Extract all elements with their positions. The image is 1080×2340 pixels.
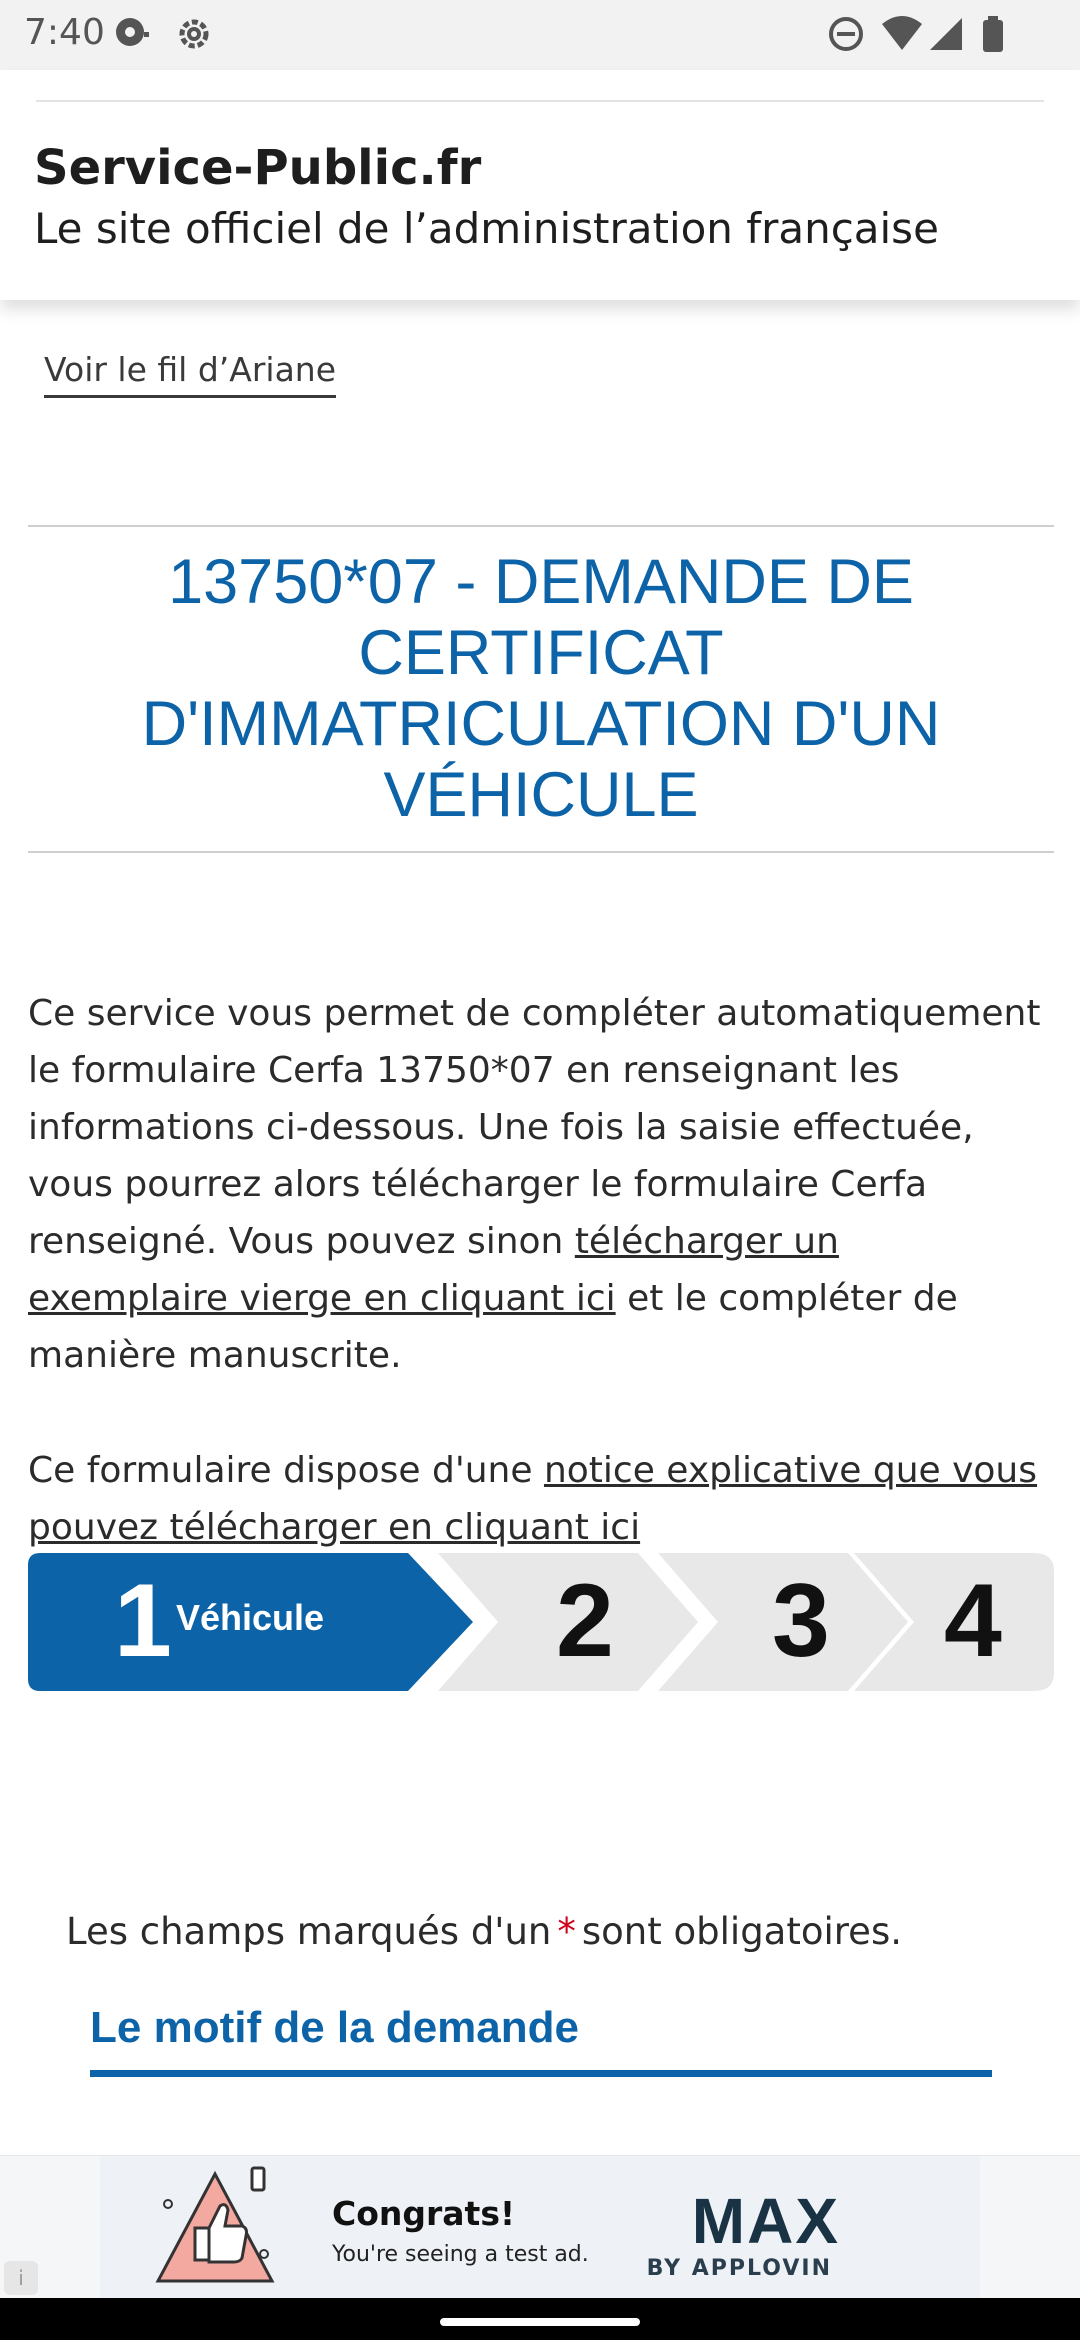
- step-1-label: Véhicule: [176, 1597, 325, 1638]
- required-note-text: Les champs marqués d'un: [66, 1910, 552, 1953]
- required-fields-note: [66, 1910, 902, 1953]
- notice-download-link[interactable]: notice explicative que vous pouvez télécharger en cliquant ici: [28, 1450, 1038, 1548]
- settings-icon: [174, 14, 214, 54]
- ad-headline: Congrats!: [332, 2194, 516, 2233]
- status-bar: [0, 0, 1080, 70]
- section-heading-text: Le motif de la demande: [90, 2003, 579, 2052]
- ad-info-icon[interactable]: i: [4, 2261, 38, 2295]
- site-header: [0, 70, 1080, 300]
- header-divider: [36, 100, 1044, 102]
- intro-text: Ce service vous permet de compléter automatiquement le formulaire Cerfa 13750*07 en renseignant les informations ci-dessous. Une fois la saisie effectuée, vous pourrez alors télécharger le formulaire Cerfa renseigné. Vous pouvez sinon: [28, 993, 1041, 1262]
- required-star: *: [557, 1910, 576, 1953]
- status-time: 7:40: [24, 12, 105, 53]
- home-gesture-handle[interactable]: [440, 2318, 640, 2326]
- notice-text: Ce formulaire dispose d'une: [28, 1450, 544, 1491]
- message-icon: [112, 14, 152, 54]
- battery-icon: [978, 14, 1018, 54]
- section-heading: [90, 2003, 992, 2077]
- ad-brand-sub: BY APPLOVIN: [646, 2256, 832, 2281]
- ad-subline: You're seeing a test ad.: [332, 2242, 589, 2267]
- form-stepper: [28, 1553, 1054, 1691]
- blank-form-download-link[interactable]: télécharger un exemplaire vierge en cliquant ici: [28, 1221, 839, 1319]
- site-tagline: Le site officiel de l’administration française: [34, 204, 939, 253]
- page-title-box: [28, 525, 1054, 853]
- site-brand[interactable]: Service-Public.fr: [34, 140, 482, 196]
- notice-paragraph: [28, 1442, 1048, 1556]
- intro-text-end: et le compléter de manière manuscrite.: [28, 1278, 958, 1376]
- signal-icon: [926, 14, 966, 54]
- ad-creative[interactable]: [100, 2156, 980, 2299]
- step-2[interactable]: [438, 1553, 718, 1691]
- step-1-number: 1: [114, 1563, 172, 1679]
- page-title: 13750*07 - DEMANDE DE CERTIFICAT D'IMMATRICULATION D'UN VÉHICULE: [141, 547, 941, 830]
- step-3-number: 3: [772, 1563, 830, 1679]
- ad-brand-logo: MAX: [691, 2185, 840, 2257]
- required-note-text-end: sont obligatoires.: [581, 1910, 902, 1953]
- ad-banner[interactable]: [0, 2155, 1080, 2298]
- step-4-number: 4: [944, 1563, 1002, 1679]
- thumbs-up-icon: [150, 2166, 280, 2291]
- step-2-number: 2: [556, 1563, 614, 1679]
- intro-paragraph: [28, 985, 1048, 1384]
- system-nav-bar: [0, 2298, 1080, 2340]
- dnd-icon: [826, 14, 866, 54]
- breadcrumb-toggle-link[interactable]: Voir le fil d’Ariane: [44, 350, 336, 398]
- step-1-active[interactable]: [28, 1553, 478, 1691]
- wifi-icon: [880, 14, 920, 54]
